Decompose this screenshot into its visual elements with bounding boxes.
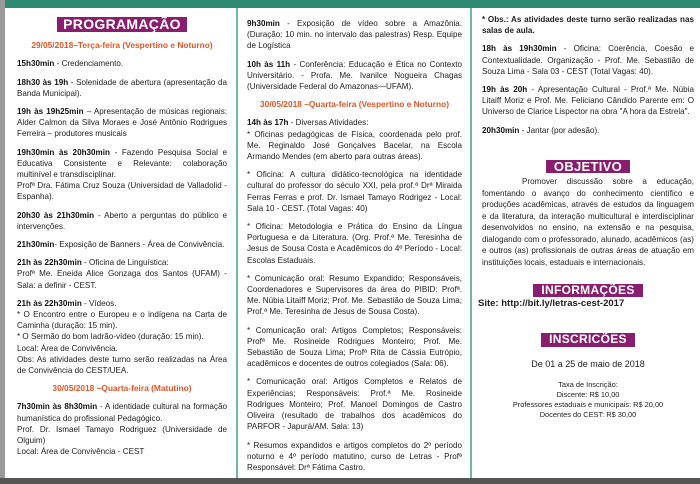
activity-bullet: * Resumos expandidos e artigos completos do 2º período noturno e 4º período matutino, curso de Letras - Profª Responsável: Drª Fátima Castro. bbox=[247, 440, 462, 472]
schedule-item: 9h30min - Exposição de vídeo sobre a Amazônia. (Duração: 10 min. no intervalo das palestras) Resp. Equipe de Logística bbox=[247, 19, 462, 51]
fees bbox=[482, 380, 694, 420]
column-3 bbox=[478, 14, 694, 420]
day-heading: 30/05/2018 –Quarta-feira (Vespertino e Noturno) bbox=[260, 99, 449, 110]
schedule-item: 14h às 17h - Diversas Atividades: bbox=[247, 118, 369, 128]
inscricoes-dates: De 01 a 25 de maio de 2018 bbox=[531, 358, 645, 369]
column-divider bbox=[470, 8, 472, 478]
left-edge bbox=[0, 0, 5, 484]
schedule-item: 21h às 22h30min - Oficina de Linguística: Profª Me. Eneida Alice Gonzaga dos Santos (UFAM) - Sala: a definir - CEST. bbox=[17, 258, 227, 290]
fee-line: Taxa de Inscrição: bbox=[558, 379, 618, 389]
schedule-item: 18h30 às 19h - Solenidade de abertura (apresentação da Banda Municipal). bbox=[17, 77, 227, 98]
schedule-item: 19h30min às 20h30min - Fazendo Pesquisa Social e Educativa Consistente e Relevante: colaboração multinível e transdisciplinar. Profª Dra. Fátima Cruz Souza (Universidad de Valladolid - Espanha). bbox=[17, 147, 227, 202]
obs-note: * Obs.: As atividades deste turno serão realizadas nas salas de aula. bbox=[482, 15, 694, 36]
objetivo-banner: OBJETIVO bbox=[546, 160, 630, 173]
fee-line: Professores estaduais e municipais: R$ 20,00 bbox=[512, 399, 664, 409]
schedule-item: 7h30min às 8h30min - A identidade cultural na formação humanística do profissional Pedagógico. Prof. Dr. Ismael Tamayo Rodriguez (Universidade de Olguim) Local: Área de Convivência - CEST bbox=[17, 402, 227, 457]
site-link[interactable]: Site: http://bit.ly/letras-cest-2017 bbox=[478, 298, 625, 310]
fee-line: Discente: R$ 10,00 bbox=[556, 389, 620, 399]
activity-bullet: * Comunicação oral: Artigos Completos e Relatos de Experiências; Responsáveis: Prof.ª Me. Rosineide Rodrigues Monteiro; Prof. Manoel Domingos de Castro Oliveira (resultado de trabalhos dos acadêmicos do PARFOR - Japurá/AM. Sala: 13) bbox=[247, 377, 462, 432]
schedule-item: 19h às 20h - Apresentação Cultural - Prof.ª Me. Núbia Litaiff Moriz e Prof. Me. Feliciano Cândido Parente em: O Universo de Clarice Lispector na obra "A hora da Estrela". bbox=[482, 85, 694, 117]
activity-bullet: * Oficinas pedagógicas de Física, coordenada pelo prof. Me. Reginaldo José Gonçalves Bacelar, na Escola Armando Mendes (em aberto para outras áreas). bbox=[247, 129, 462, 162]
day-heading: 29/05/2018–Terça-feira (Vespertino e Noturno) bbox=[31, 40, 213, 51]
day-heading: 30/05/2018 –Quarta-feira (Matutino) bbox=[52, 383, 192, 394]
objetivo-text: Promover discussão sobre a educação, fomentando o avanço do conhecimento científico e produções acadêmicas, através de estudos da linguagem e da literatura, da interação multicultural e interdisciplinar desenvolvidos no ensino, na extensão e na pesquisa, dialogando com o professorado, alunado, acadêmicos (as) e outros (as) profissionais de outras áreas de atuação em instituições locais, estaduais e internacionais. bbox=[482, 177, 694, 267]
schedule-item: 15h30min - Credenciamento. bbox=[17, 59, 124, 69]
schedule-item: 21h às 22h30min - Vídeos. * O Encontro entre o Europeu e o indígena na Carta de Caminha (duração: 15 min). * O Sermão do bom ladrão-vídeo (duração: 15 min). Local: Área de Convivência. Obs: As atividades deste turno serão realizadas na Área de Convivência do CEST/UEA. bbox=[17, 298, 227, 376]
informacoes-banner: INFORMAÇÕES bbox=[533, 284, 642, 297]
column-1 bbox=[17, 14, 227, 465]
activity-bullet: * Comunicação oral: Resumo Expandido; Responsáveis, Coordenadores e Supervisores da área do PIBID: Profª. Me. Núbia Litaiff Moriz; Prof. Me. Sebastião de Souza Lima; Prof.ª Me. Teresinha de Jesus de Sousa Costa). bbox=[247, 273, 462, 317]
schedule-item: 10h às 11h - Conferência: Educação e Ética no Contexto Universitário. - Profa. Me. Ivanilce Nogueira Chagas (Universidade Federal do Amazonas—UFAM). bbox=[247, 59, 463, 92]
column-divider bbox=[236, 8, 238, 478]
column-2 bbox=[247, 18, 462, 480]
activity-bullet: * Oficina: Metodologia e Prática do Ensino da Língua Portuguesa e da Literatura. (Org. Prof.ª Me. Teresinha de Jesus de Sousa Costa e Acadêmicos do 4º Período - Local: Escolas Estaduais. bbox=[247, 222, 462, 265]
schedule-item: 20h30 às 21h30min - Aberto a perguntas do público e intervenções. bbox=[17, 210, 227, 231]
schedule-item: 21h30min- Exposição de Banners - Área de Convivência. bbox=[17, 240, 225, 250]
inscricoes-banner: INSCRICÕES bbox=[541, 333, 635, 346]
activity-bullet: * Oficina: A cultura didático-tecnológica na identidade cultural do professor do século XXI, pela prof.ª Drª Miraida Ferras Ferras e prof. Dr. Ismael Tamayo Rodrigez - Local: Sala 10 - CEST. (Total Vagas: 40) bbox=[247, 170, 462, 213]
fee-line: Docentes do CEST: R$ 30,00 bbox=[539, 409, 637, 419]
top-bar bbox=[0, 0, 700, 8]
programacao-banner: PROGRAMAÇÃO bbox=[57, 17, 187, 32]
activity-bullet: * Comunicação oral: Artigos Completos; Responsáveis: Profª Me. Rosineide Rodrigues Monteiro; Prof. Me. Sebastião de Souza Lima; Profª Rita de Cássia Eutrópio, acadêmicos e docentes de outros colegiados (Sala: 06). bbox=[247, 325, 462, 369]
schedule-item: 19h às 19h25min – Apresentação de músicas regionais: Alder Calmon da Silva Moraes e José Antônio Rodrigues Ferreira – produtores musicais bbox=[17, 107, 227, 139]
schedule-item: 20h30min - Jantar (por adesão). bbox=[482, 125, 600, 135]
schedule-item: 18h às 19h30min - Oficina: Coerência, Coesão e Contextualidade. Organização - Prof. Me. Sebastião de Souza Lima - Sala 03 - CEST (Total Vagas: 40). bbox=[482, 44, 694, 76]
